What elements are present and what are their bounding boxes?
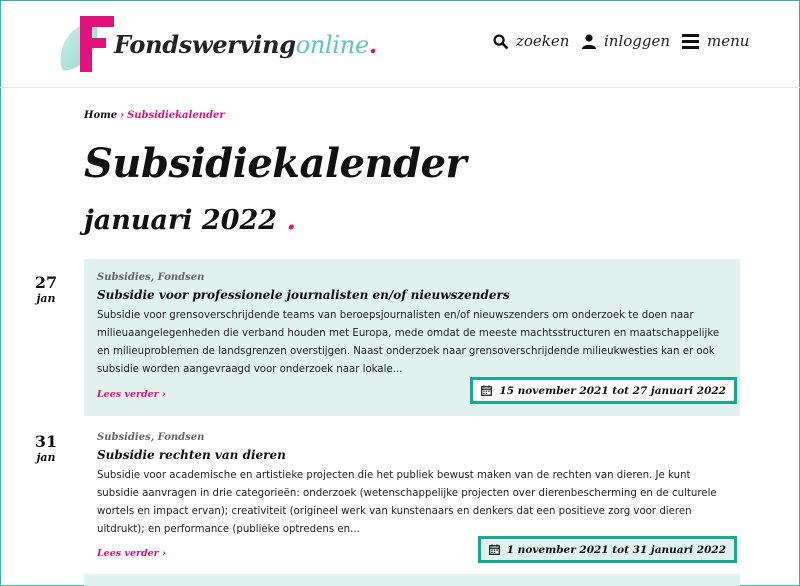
subsidy-card-partial [84, 574, 740, 586]
entry-month: jan [36, 451, 56, 464]
breadcrumb-separator: › [120, 110, 125, 121]
nav-search-label: zoeken [516, 32, 570, 50]
site-logo[interactable] [58, 16, 377, 72]
entry-description: Subsidie voor grensoverschrijdende teams van beroepsjournalisten en/of nieuwszenders om onderzoek te doen naar milieuaangelegenheden die verband houden met Europa, mede omdat de meeste machtsstructuren en maatschappelijke en milieuproblemen de landsgrenzen overstijgen. Naast onderzoek naar grensoverschrijdende milieukwesties kan er ook subsidie worden aangevraagd voor onderzoek naar lokale... [97, 310, 720, 375]
logo-online: online [295, 30, 369, 59]
page-title: Subsidiekalender [84, 140, 467, 187]
entry-categories[interactable]: Subsidies, Fondsen [97, 432, 205, 443]
logo-dot: . [368, 29, 377, 59]
nav-menu-button[interactable] [682, 30, 749, 52]
entry-period [470, 377, 737, 404]
entry-day: 31 [34, 432, 58, 451]
hamburger-icon [682, 34, 699, 49]
site-header [0, 0, 800, 88]
search-icon [493, 34, 508, 49]
entry-period-text: 15 november 2021 tot 27 januari 2022 [499, 384, 726, 397]
calendar-icon [489, 544, 500, 555]
subsidy-card [84, 419, 740, 571]
read-more-link[interactable]: Lees verder › [97, 389, 166, 400]
nav-login-button[interactable] [582, 30, 670, 52]
entry-description: Subsidie voor academische en artistieke projecten die het publiek bewust maken van de rechten van dieren. Je kunt subsidie aanvragen in drie categorieën: onderzoek (wetenschappelijke projecten over dierenbescherming en de culturele wortels en impact ervan); creativiteit (origineel werk van kunstenaars en denkers dat een positieve zorg voor dieren uitdrukt); en performance (publieke optredens en... [97, 470, 717, 535]
breadcrumb [84, 110, 225, 121]
nav-menu-label: menu [707, 32, 750, 50]
logo-word: Fondswerving [114, 29, 296, 59]
entry-date [24, 432, 68, 464]
entry-period [478, 536, 737, 563]
read-more-link[interactable]: Lees verder › [97, 548, 166, 559]
entry-title[interactable]: Subsidie voor professionele journalisten en/of nieuwszenders [97, 288, 510, 302]
nav-search-button[interactable] [493, 30, 569, 52]
entry-day: 27 [34, 273, 58, 292]
entry-month: jan [36, 292, 56, 305]
calendar-icon [481, 385, 492, 396]
logo-text [114, 30, 377, 59]
logo-mark-icon [58, 16, 116, 72]
month-heading [84, 205, 296, 236]
nav-login-label: inloggen [604, 32, 671, 50]
entry-date [24, 273, 68, 305]
entry-title[interactable]: Subsidie rechten van dieren [97, 448, 286, 462]
month-heading-text: januari 2022 [84, 205, 278, 236]
breadcrumb-current: Subsidiekalender [127, 110, 225, 121]
month-heading-dot: . [286, 205, 296, 236]
entry-period-text: 1 november 2021 tot 31 januari 2022 [506, 543, 726, 556]
breadcrumb-home-link[interactable]: Home [84, 110, 118, 121]
subsidy-card [84, 259, 740, 416]
entry-categories[interactable]: Subsidies, Fondsen [97, 272, 205, 283]
user-icon [582, 34, 596, 49]
